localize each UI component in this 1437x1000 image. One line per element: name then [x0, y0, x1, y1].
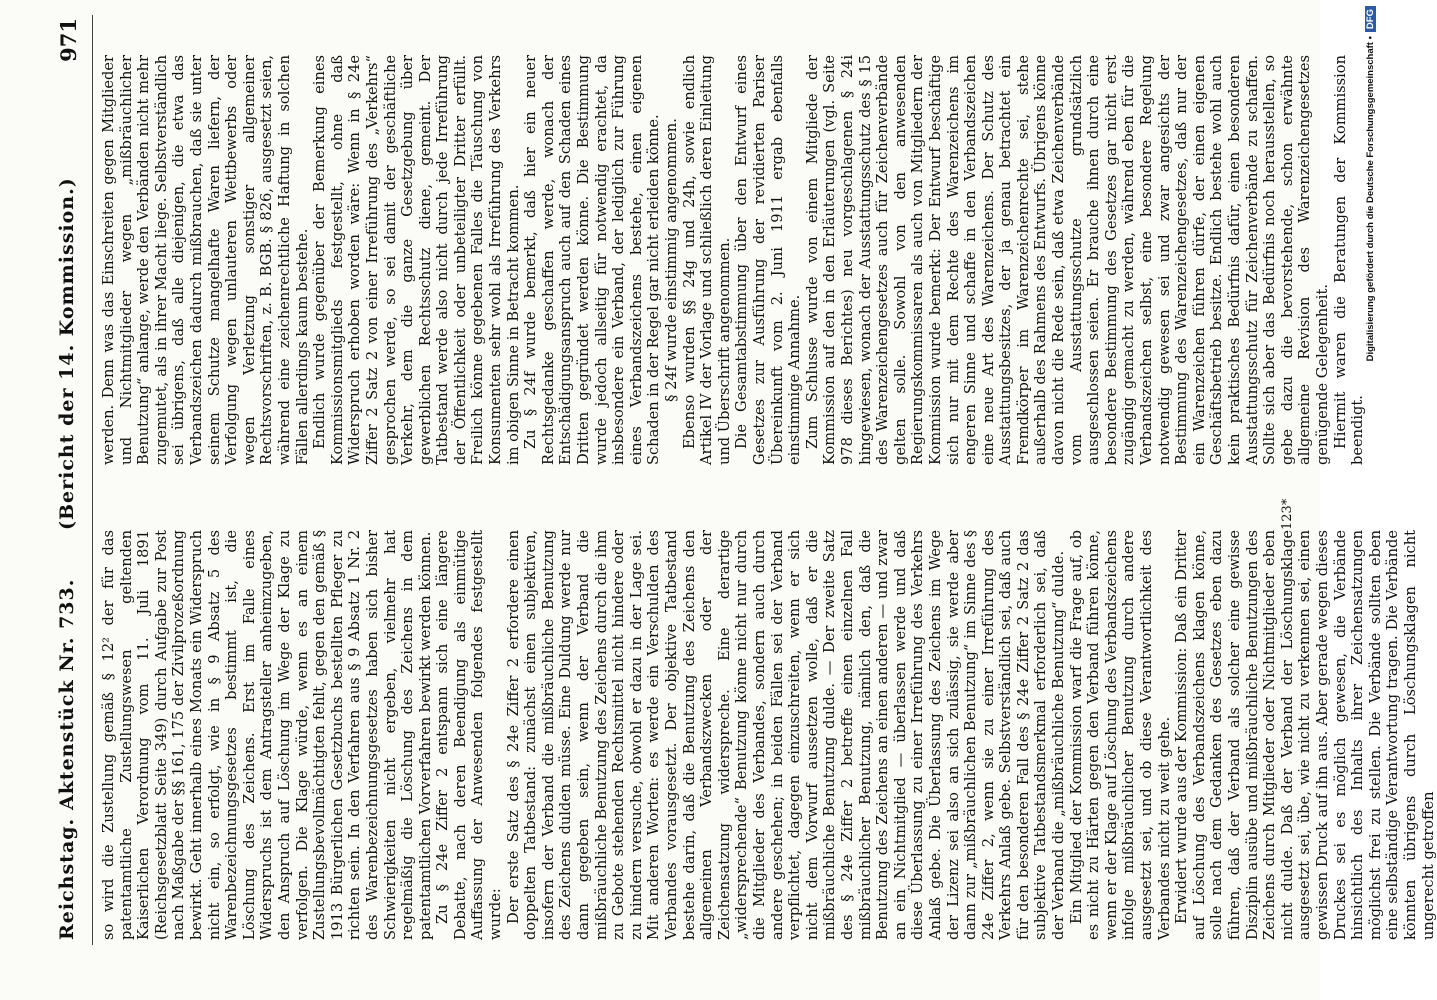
right-text-column	[100, 55, 1367, 465]
header-reichstag: Reichstag.	[56, 817, 78, 940]
paragraph: Die Gesamtabstimmung über den Entwurf eines Gesetzes zur Ausführung der revidierten Pariser Übereinkunft vom 2. Juni 1911 ergab ebenfalls einstimmige Annahme.	[733, 55, 804, 465]
credit-text: Digitalisierung gefördert durch die Deutsche Forschungsgemeinschaft •	[1365, 36, 1376, 362]
paragraph: Hiermit waren die Beratungen der Kommission beendigt.	[1331, 55, 1367, 465]
left-text-column	[100, 530, 1437, 940]
paragraph: Erwidert wurde aus der Kommission: Daß ein Dritter auf Löschung des Verbandszeichens klagen könne, solle nach dem Gedanken des Gesetzes eben dazu führen, daß der Verband als solcher eine gewisse Disziplin ausübe und mißbräuchliche Benutzungen des Zeichens durch Mitglieder oder Nichtmitglieder eben nicht dulde. Daß der Verband der Löschungsklage ausgesetzt sei, übe, wie nicht zu verkennen sei, einen gewissen Druck auf ihn aus. Aber gerade wegen dieses Druckes sei es möglich gewesen, die Verbände hinsichtlich des Inhalts ihrer Zeichensatzungen möglichst frei zu stellen. Die Verbände sollten eben eine selbständige Verantwortung tragen. Die Verbände könnten übrigens durch Löschungsklagen nicht ungerecht getroffen	[1173, 530, 1437, 940]
dfg-logo: DFG	[1365, 6, 1376, 32]
paragraph: Ebenso wurden §§ 24g und 24h, sowie endlich Artikel IV der Vorlage und schließlich deren Einleitung und Überschrift angenommen.	[680, 55, 733, 465]
paragraph: Zu § 24f wurde bemerkt, daß hier ein neuer Rechtsgedanke geschaffen werde, wonach der Entschädigungsanspruch auch auf den Schaden eines Dritten gegründet werden könne. Die Bestimmung wurde jedoch allseitig für notwendig erachtet, da insbesondere ein Verband, der lediglich zur Führung eines Verbandszeichens bestehe, einen eigenen Schaden in der Regel gar nicht erleiden könne.	[522, 55, 663, 465]
paragraph: Der erste Satz des § 24e Ziffer 2 erfordere einen doppelten Tatbestand: zunächst einen subjektiven, insofern der Verband die mißbräuchliche Benutzung des Zeichens dulden müsse. Eine Duldung werde nur dann gegeben sein, wenn der Verband die mißbräuchliche Benutzung des Zeichens durch die ihm zu Gebote stehenden Rechtsmittel nicht hindere oder zu hindern versuche, obwohl er dazu in der Lage sei. Mit anderen Worten: es werde ein Verschulden des Verbandes vorausgesetzt. Der objektive Tatbestand bestehe darin, daß die Benutzung des Zeichens den allgemeinen Verbandszwecken oder der Zeichensatzung widerspreche. Eine derartige „widersprechende“ Benutzung könne nicht nur durch die Mitglieder des Verbandes, sondern auch durch andere geschehen; in beiden Fällen sei der Verband verpflichtet, dagegen einzuschreiten, wenn er sich nicht dem Vorwurf aussetzen wolle, daß er die mißbräuchliche Benutzung dulde. — Der zweite Satz des § 24e Ziffer 2 betreffe einen einzelnen Fall mißbräuchlicher Benutzung, nämlich den, daß die Benutzung des Zeichens an einen anderen — und zwar an ein Nichtmitglied — überlassen werde und daß diese Überlassung zu einer Irreführung des Verkehrs Anlaß gebe. Die Überlassung des Zeichens im Wege der Lizenz sei also an sich zulässig, sie werde aber dann zur „mißbräuchlichen Benutzung“ im Sinne des § 24e Ziffer 2, wenn sie zu einer Irreführung des Verkehrs Anlaß gebe. Selbstverständlich sei, daß auch für den besonderen Fall des § 24e Ziffer 2 Satz 2 das subjektive Tatbestandsmerkmal erforderlich sei, daß der Verband die „mißbräuchliche Benutzung“ dulde.	[504, 530, 1068, 940]
paragraph: werden. Denn was das Einschreiten gegen Mitglieder und Nichtmitglieder wegen „mißbräuchlicher Benutzung“ anlange, werde den Verbänden nicht mehr zugemutet, als in ihrer Macht liege. Selbstverständlich sei übrigens, daß alle diejenigen, die etwa das Verbandszeichen dadurch mißbrauchen, daß sie unter seinem Schutze mangelhafte Waren liefern, der Verfolgung wegen unlauteren Wettbewerbs oder wegen Verletzung sonstiger allgemeiner Rechtsvorschriften, z. B. BGB. § 826, ausgesetzt seien, während eine zeichenrechtliche Haftung in solchen Fällen allerdings kaum bestehe.	[100, 55, 311, 465]
paragraph: so wird die Zustellung gemäß § 12² der für das patentamtliche Zustellungswesen geltenden Kaiserlichen Verordnung vom 11. Juli 1891 (Reichsgesetzblatt Seite 349) durch Aufgabe zur Post nach Maßgabe der §§ 161, 175 der Zivilprozeßordnung bewirkt. Geht innerhalb eines Monats ein Widerspruch nicht ein, so erfolgt, wie in § 9 Absatz 5 des Warenbezeichnungsgesetzes bestimmt ist, die Löschung des Zeichens. Erst im Falle eines Widerspruchs ist dem Antragsteller anheimzugeben, den Anspruch auf Löschung im Wege der Klage zu verfolgen. Die Klage würde, wenn es an einem Zustellungsbevollmächtigten fehlt, gegen den gemäß § 1913 Bürgerlichen Gesetzbuchs bestellten Pfleger zu richten sein. In den Verfahren aus § 9 Absatz 1 Nr. 2 des Warenbezeichnungsgesetzes haben sich bisher Schwierigkeiten nicht ergeben, vielmehr hat regelmäßig die Löschung des Zeichens in dem patentamtlichen Vorverfahren bewirkt werden können.	[100, 530, 434, 940]
paragraph: Endlich wurde gegenüber der Bemerkung eines Kommissionsmitglieds festgestellt, ohne daß Widerspruch erhoben worden wäre: Wenn in § 24e Ziffer 2 Satz 2 von einer Irreführung des „Verkehrs“ gesprochen werde, so sei damit der geschäftliche Verkehr, dem die ganze Gesetzgebung über gewerblichen Rechtsschutz diene, gemeint. Der Tatbestand werde also nicht durch jede Irreführung der Öffentlichkeit oder unbeteiligter Dritter erfüllt. Freilich könne gegebenen Falles die Täuschung von Konsumenten sehr wohl als Irreführung des Verkehrs im obigen Sinne in Betracht kommen.	[311, 55, 522, 465]
page-number: 971	[56, 18, 81, 62]
paragraph: Zum Schlusse wurde von einem Mitgliede der Kommission auf den in den Erläuterungen (vgl. Seite 978 dieses Berichtes) neu vorgeschlagenen § 24i hingewiesen, wonach der Ausstattungsschutz des § 15 des Warenzeichengesetzes auch für Zeichenverbände gelten solle. Sowohl von den anwesenden Regierungskommissaren als auch von Mitgliedern der Kommission wurde bemerkt: Der Entwurf beschäftige sich nur mit dem Rechte des Warenzeichens im engeren Sinne und schaffe in den Verbandszeichen eine neue Art des Warenzeichens. Der Schutz des Ausstattungsbesitzes, der ja genau betrachtet ein Fremdkörper im Warenzeichenrechte sei, stehe außerhalb des Rahmens des Entwurfs. Übrigens könne davon nicht die Rede sein, daß etwa Zeichenverbände vom Ausstattungsschutze grundsätzlich ausgeschlossen seien. Er brauche ihnen durch eine besondere Bestimmung des Gesetzes gar nicht erst zugängig gemacht zu werden, während eben für die Verbandszeichen selbst, eine besondere Regelung notwendig gewesen sei und zwar angesichts der Bestimmung des Warenzeichengesetzes, daß nur der ein Warenzeichen führen dürfe, der einen eigenen Geschäftsbetrieb besitze. Endlich bestehe wohl auch kein praktisches Bedürfnis dafür, einen besonderen Ausstattungsschutz für Zeichenverbände zu schaffen. Sollte sich aber das Bedürfnis noch herausstellen, so gebe dazu die bevorstehende, schon erwähnte allgemeine Revision des Warenzeichengesetzes genügende Gelegenheit.	[803, 55, 1331, 465]
digitization-credit	[1365, 6, 1377, 996]
paragraph: Ein Mitglied der Kommission warf die Frage auf, ob es nicht zu Härten gegen den Verband führen könne, wenn er der Klage auf Löschung des Verbandszeichens infolge mißbräuchlicher Benutzung durch andere ausgesetzt sei, und ob diese Verantwortlichkeit des Verbandes nicht zu weit gehe.	[1067, 530, 1173, 940]
footer-mark: 123*	[1280, 498, 1295, 530]
header-bericht: (Bericht der 14. Kommission.)	[56, 177, 78, 530]
paragraph: Zu § 24e Ziffer 2 entspann sich eine längere Debatte, nach deren Beendigung als einmütige Auffassung der Anwesenden folgendes festgestellt wurde:	[434, 530, 505, 940]
page-header	[48, 0, 88, 1000]
header-aktenstueck: Aktenstück Nr. 733.	[56, 578, 78, 810]
header-rule	[92, 15, 93, 945]
paragraph: § 24f wurde einstimmig angenommen.	[663, 118, 680, 402]
